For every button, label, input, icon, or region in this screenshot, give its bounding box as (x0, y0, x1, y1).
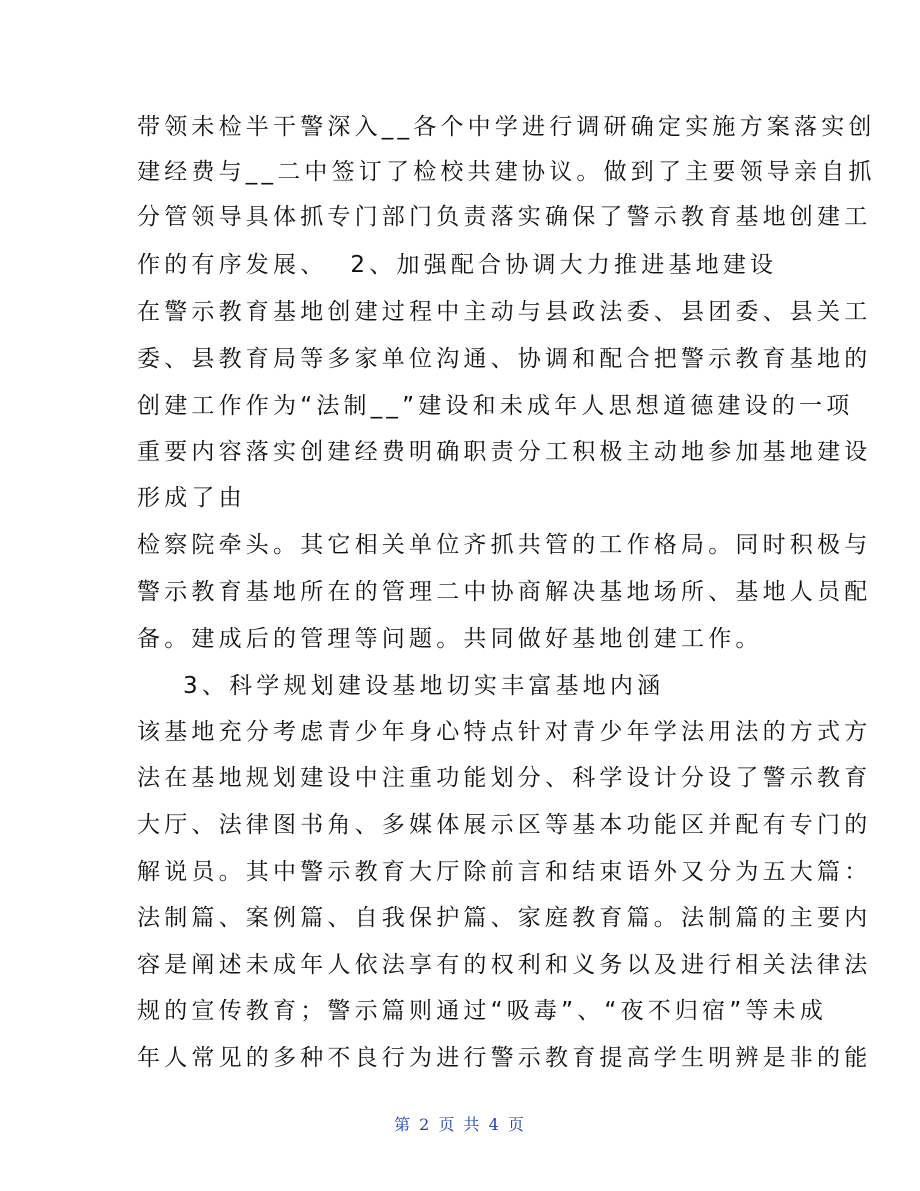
text-line: 在警示教育基地创建过程中主动与县政法委、县团委、县关工 (137, 299, 872, 325)
text-line: 该基地充分考虑青少年身心特点针对青少年学法用法的方式方 (137, 719, 872, 745)
text-line: 法在基地规划建设中注重功能划分、科学设计分设了警示教育 (137, 765, 872, 791)
text-line: 解说员。其中警示教育大厅除前言和结束语外又分为五大篇： (137, 859, 872, 885)
text-line: 委、县教育局等多家单位沟通、协调和配合把警示教育基地的 (137, 346, 872, 372)
text-line: 带领未检半干警深入__各个中学进行调研确定实施方案落实创 (137, 114, 876, 140)
section-heading: 3、科学规划建设基地切实丰富基地内涵 (137, 673, 665, 699)
text-line: 重要内容落实创建经费明确职责分工积极主动地参加基地建设 (137, 439, 872, 465)
text-line: 分管领导具体抓专门部门负责落实确保了警示教育基地创建工 (137, 204, 872, 230)
text-line: 作的有序发展、 2、加强配合协调大力推进基地建设 (137, 252, 778, 278)
text-line: 大厅、法律图书角、多媒体展示区等基本功能区并配有专门的 (137, 812, 872, 838)
text-line: 法制篇、案例篇、自我保护篇、家庭教育篇。法制篇的主要内 (137, 905, 872, 931)
text-line: 警示教育基地所在的管理二中协商解决基地场所、基地人员配 (137, 579, 872, 605)
text-line: 容是阐述未成年人依法享有的权利和义务以及进行相关法律法 (137, 952, 872, 978)
text-line: 形成了由 (137, 485, 246, 511)
page-number-footer: 第 2 页 共 4 页 (394, 1115, 526, 1134)
text-line: 建经费与__二中签订了检校共建协议。做到了主要领导亲自抓 (137, 159, 876, 185)
text-line: 检察院牵头。其它相关单位齐抓共管的工作格局。同时积极与 (137, 532, 872, 558)
text-line: 规的宣传教育；警示篇则通过“吸毒”、“夜不归宿”等未成 (137, 998, 828, 1024)
text-line: 备。建成后的管理等问题。共同做好基地创建工作。 (137, 626, 763, 652)
text-line: 创建工作作为“法制__”建设和未成年人思想道德建设的一项 (137, 393, 854, 419)
text-line: 年人常见的多种不良行为进行警示教育提高学生明辨是非的能 (137, 1045, 872, 1071)
